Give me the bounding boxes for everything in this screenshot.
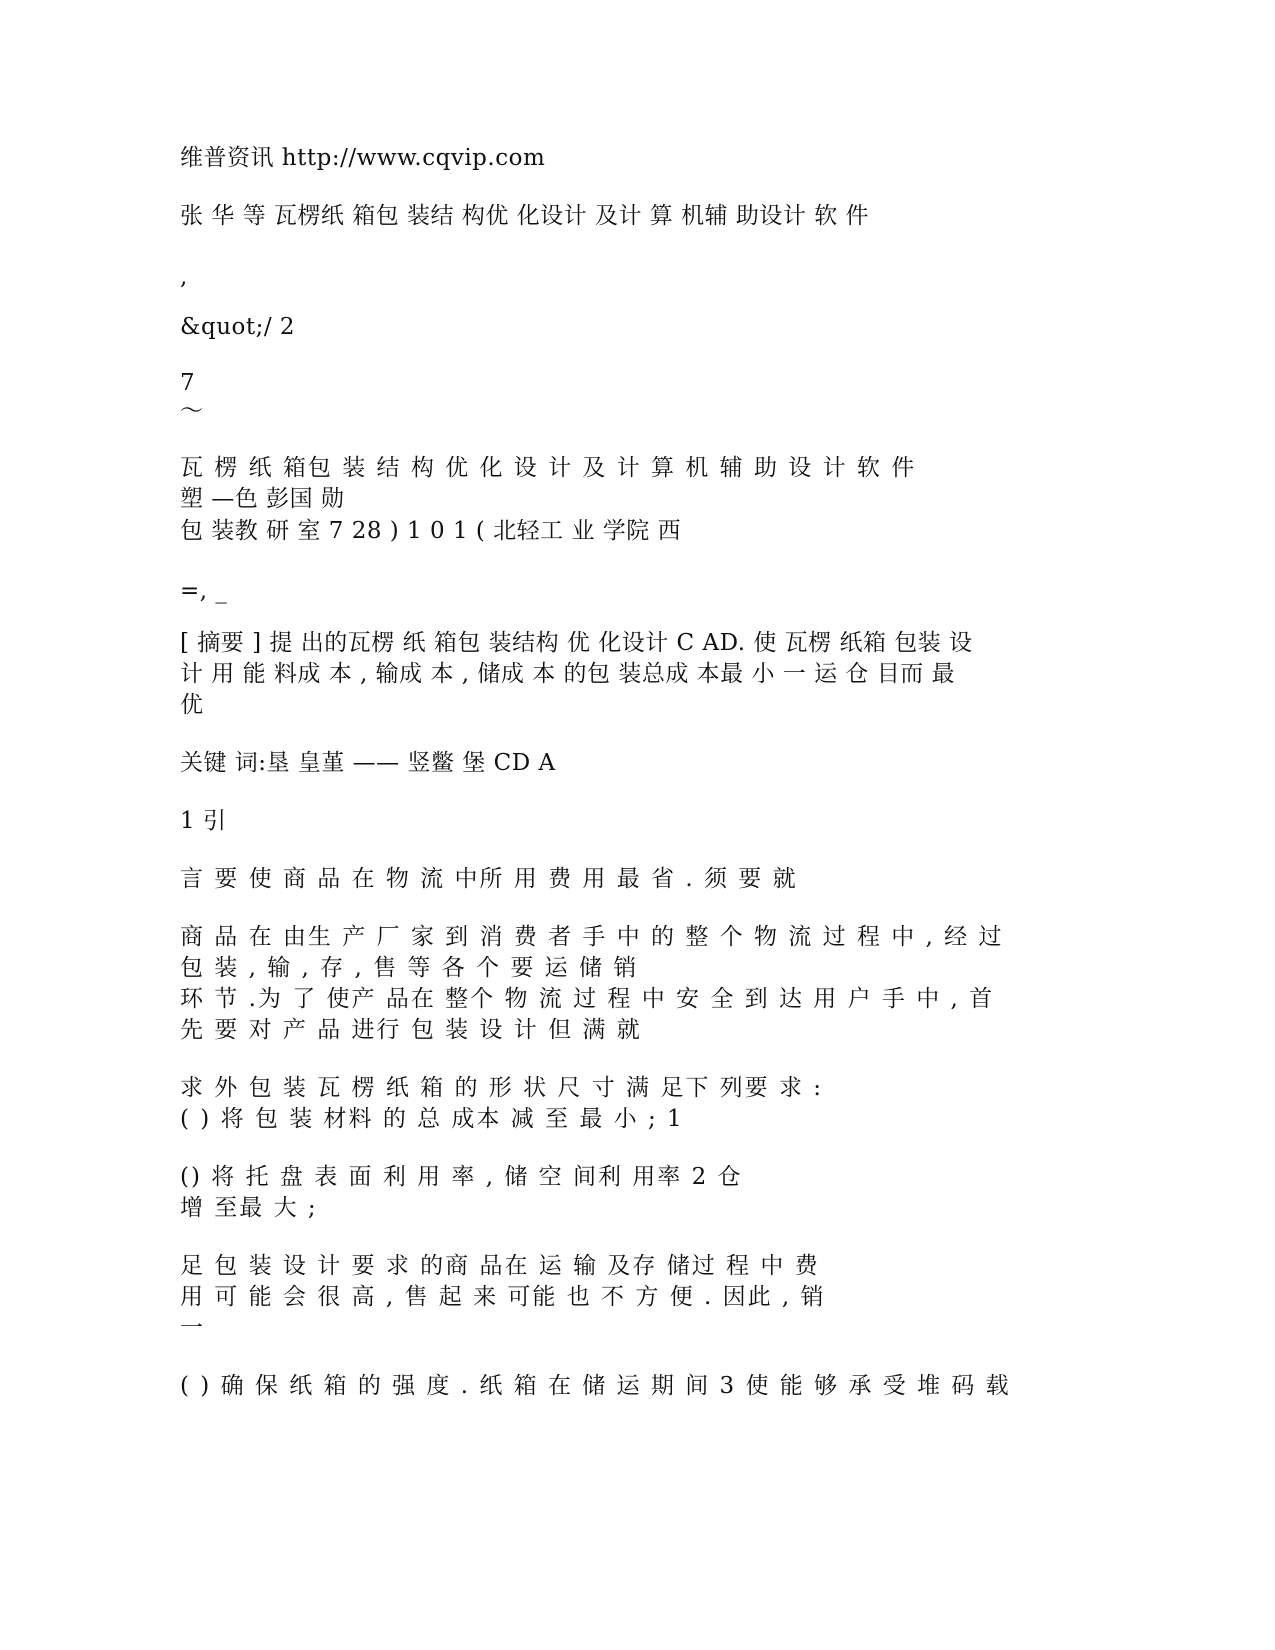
paragraph-line: 足 包 装 设 计 要 求 的商 品在 运 输 及存 储过 程 中 费 — [180, 1253, 820, 1279]
article-affiliation: 包 装教 研 室 7 28 ) 1 0 1 ( 北轻工 业 学院 西 — [180, 518, 682, 544]
abstract-line: 优 — [180, 692, 204, 718]
paragraph-line: 求 外 包 装 瓦 楞 纸 箱 的 形 状 尺 寸 满 足下 列要 求 : — [180, 1075, 824, 1101]
stray-comma: , — [180, 264, 188, 290]
running-title: 张 华 等 瓦楞纸 箱包 装结 构优 化设计 及计 算 机辅 助设计 软 件 — [180, 203, 870, 229]
paragraph-line: 一 — [180, 1315, 205, 1341]
paragraph-line: 包 装 , 输 , 存 , 售 等 各 个 要 运 储 销 — [180, 955, 639, 981]
paragraph-line: 商 品 在 由生 产 厂 家 到 消 费 者 手 中 的 整 个 物 流 过 程 中 , 经 过 — [180, 924, 1004, 950]
paragraph-line: 用 可 能 会 很 高 , 售 起 来 可能 也 不 方 便 . 因此 , 销 — [180, 1284, 826, 1310]
paragraph-line: 增 至最 大 ; — [180, 1195, 318, 1221]
abstract-line: [ 摘要 ] 提 出的瓦楞 纸 箱包 装结构 优 化设计 C AD. 使 瓦楞 纸箱 包装 设 — [180, 630, 973, 656]
stray-seven: 7 — [180, 370, 196, 396]
paragraph-line: 言 要 使 商 品 在 物 流 中所 用 费 用 最 省 . 须 要 就 — [180, 866, 798, 892]
paragraph-line: () 将 托 盘 表 面 利 用 率 , 储 空 间利 用率 2 仓 — [180, 1164, 743, 1190]
stray-quot: &quot;/ 2 — [180, 314, 296, 340]
source-header: 维普资讯 http://www.cqvip.com — [180, 145, 546, 171]
paragraph-line: ( ) 将 包 装 材料 的 总 成本 减 至 最 小 ; 1 — [180, 1106, 684, 1132]
section-heading: 1 引 — [180, 808, 227, 834]
keywords: 关键 词:垦 皇堇 —— 竖鳖 堡 CD A — [180, 750, 556, 776]
article-title: 瓦 楞 纸 箱包 装 结 构 优 化 设 计 及 计 算 机 辅 助 设 计 软 件 — [180, 455, 917, 481]
abstract-line: 计 用 能 料成 本 , 输成 本 , 储成 本 的包 装总成 本最 小 一 运 仓 目而 最 — [180, 661, 956, 687]
article-authors: 塑 —色 彭国 勋 — [180, 486, 345, 512]
paragraph-line: 环 节 .为 了 使产 品在 整个 物 流 过 程 中 安 全 到 达 用 户 手 中 , 首 — [180, 986, 995, 1012]
paragraph-line: ( ) 确 保 纸 箱 的 强 度 . 纸 箱 在 储 运 期 间 3 使 能 够 承 受 堆 码 载 — [180, 1373, 1011, 1399]
stray-tilde: ～ — [180, 398, 204, 424]
stray-mark: =, _ — [180, 578, 228, 604]
paragraph-line: 先 要 对 产 品 进行 包 装 设 计 但 满 就 — [180, 1017, 642, 1043]
